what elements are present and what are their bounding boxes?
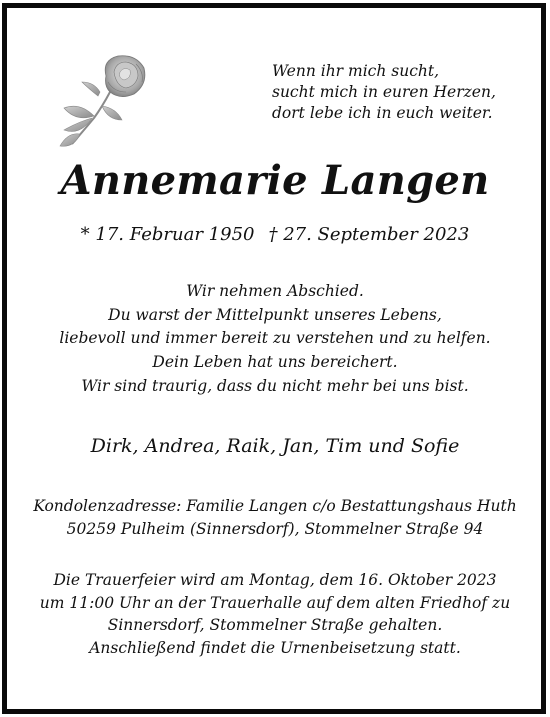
ceremony-line: Anschließend findet die Urnenbeisetzung statt.	[89, 638, 461, 657]
ceremony-line: um 11:00 Uhr an der Trauerhalle auf dem alten Friedhof zu	[39, 593, 511, 612]
condolence-address	[0, 495, 550, 541]
ceremony-line: Sinnersdorf, Stommelner Straße gehalten.	[107, 616, 443, 634]
ceremony-line: Die Trauerfeier wird am Montag, dem 16. Oktober 2023	[53, 571, 497, 589]
farewell-line: liebevoll und immer bereit zu verstehen und zu helfen.	[59, 329, 491, 347]
poem	[272, 61, 512, 124]
poem-line: dort lebe ich in euch weiter.	[272, 104, 493, 122]
address-line: Kondolenzadresse: Familie Langen c/o Bestattungshaus Huth	[33, 497, 517, 515]
rose-icon	[58, 52, 148, 152]
closing-line: Wir sind traurig, dass du nicht mehr bei uns bist.	[81, 377, 469, 395]
ceremony-info	[0, 569, 550, 659]
family-names: Dirk, Andrea, Raik, Jan, Tim und Sofie	[90, 435, 460, 457]
birth-date: * 17. Februar 1950	[80, 224, 255, 245]
address-line: 50259 Pulheim (Sinnersdorf), Stommelner Straße 94	[66, 520, 484, 538]
poem-line: sucht mich in euren Herzen,	[272, 83, 496, 101]
farewell-text	[0, 280, 550, 374]
poem-line: Wenn ihr mich sucht,	[272, 62, 440, 80]
life-dates	[0, 222, 550, 248]
farewell-line: Dein Leben hat uns bereichert.	[152, 352, 398, 371]
death-date: † 27. September 2023	[268, 224, 470, 245]
deceased-name: Annemarie Langen	[60, 157, 490, 204]
farewell-line: Wir nehmen Abschied.	[186, 282, 364, 300]
farewell-line: Du warst der Mittelpunkt unseres Lebens,	[108, 305, 442, 324]
